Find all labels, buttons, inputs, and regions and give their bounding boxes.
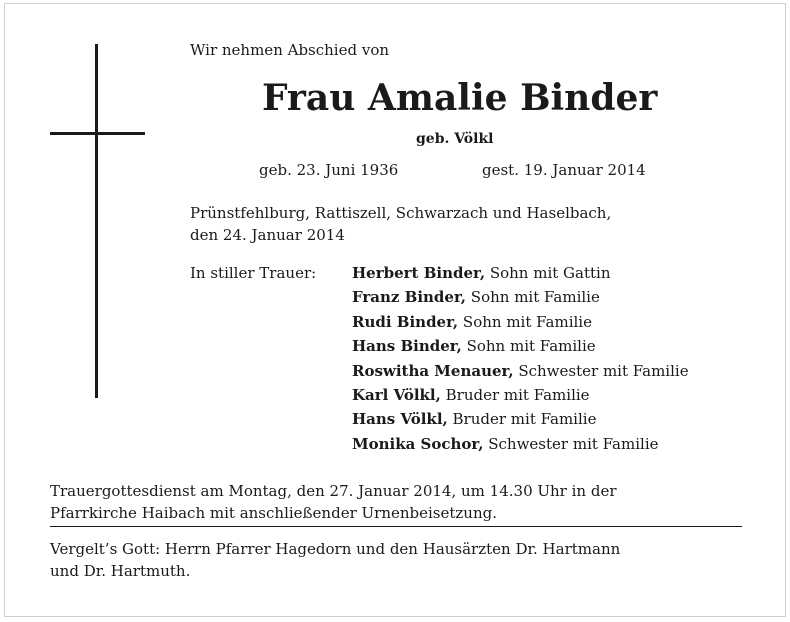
places-and-date bbox=[190, 202, 611, 246]
mourner-name: Hans Binder, bbox=[352, 337, 462, 356]
mourner-relation: Sohn mit Gattin bbox=[489, 264, 611, 282]
cross-icon bbox=[95, 44, 98, 398]
mourner-name: Rudi Binder, bbox=[352, 312, 459, 331]
mourner-name: Hans Völkl, bbox=[352, 410, 448, 429]
mourner-item bbox=[352, 263, 689, 287]
mourner-name: Herbert Binder, bbox=[352, 264, 486, 282]
thanks-line: Vergelt’s Gott: Herrn Pfarrer Hagedorn und den Hausärzten Dr. Hartmann bbox=[50, 540, 621, 558]
funeral-service-text bbox=[50, 480, 750, 524]
mourner-name: Franz Binder, bbox=[352, 288, 467, 307]
mourner-relation: Sohn mit Familie bbox=[462, 312, 592, 331]
mourner-item bbox=[352, 385, 689, 409]
mourner-relation: Sohn mit Familie bbox=[470, 288, 600, 307]
mourner-name: Roswitha Menauer, bbox=[352, 361, 514, 380]
mourners-list bbox=[352, 263, 689, 458]
thanks-text bbox=[50, 538, 750, 582]
mourner-relation: Bruder mit Familie bbox=[445, 385, 590, 404]
mourner-item bbox=[352, 434, 689, 458]
mourner-relation: Schwester mit Familie bbox=[518, 361, 689, 380]
mourner-relation: Sohn mit Familie bbox=[466, 337, 596, 356]
date-line: den 24. Januar 2014 bbox=[190, 226, 345, 244]
birth-date: geb. 23. Juni 1936 bbox=[259, 161, 399, 179]
intro-text: Wir nehmen Abschied von bbox=[190, 41, 390, 59]
thanks-line: und Dr. Hartmuth. bbox=[50, 562, 191, 580]
mourner-item bbox=[352, 361, 689, 385]
service-line: Pfarrkirche Haibach mit anschließender Urnenbeisetzung. bbox=[50, 504, 497, 522]
maiden-name: geb. Völkl bbox=[416, 131, 494, 147]
mourner-item bbox=[352, 409, 689, 433]
mourner-relation: Bruder mit Familie bbox=[452, 410, 597, 429]
service-line: Trauergottesdienst am Montag, den 27. Januar 2014, um 14.30 Uhr in der bbox=[50, 482, 617, 500]
places-line: Prünstfehlburg, Rattiszell, Schwarzach und Haselbach, bbox=[190, 204, 612, 222]
death-date: gest. 19. Januar 2014 bbox=[482, 161, 646, 179]
mourner-relation: Schwester mit Familie bbox=[488, 434, 659, 453]
mourner-item bbox=[352, 287, 689, 311]
mourner-name: Karl Völkl, bbox=[352, 385, 441, 404]
mourner-name: Monika Sochor, bbox=[352, 434, 484, 453]
divider bbox=[50, 526, 742, 527]
mourning-label: In stiller Trauer: bbox=[190, 264, 317, 282]
cross-icon-bar bbox=[50, 132, 145, 135]
mourner-item bbox=[352, 336, 689, 360]
mourner-item bbox=[352, 312, 689, 336]
deceased-name: Frau Amalie Binder bbox=[262, 77, 658, 119]
